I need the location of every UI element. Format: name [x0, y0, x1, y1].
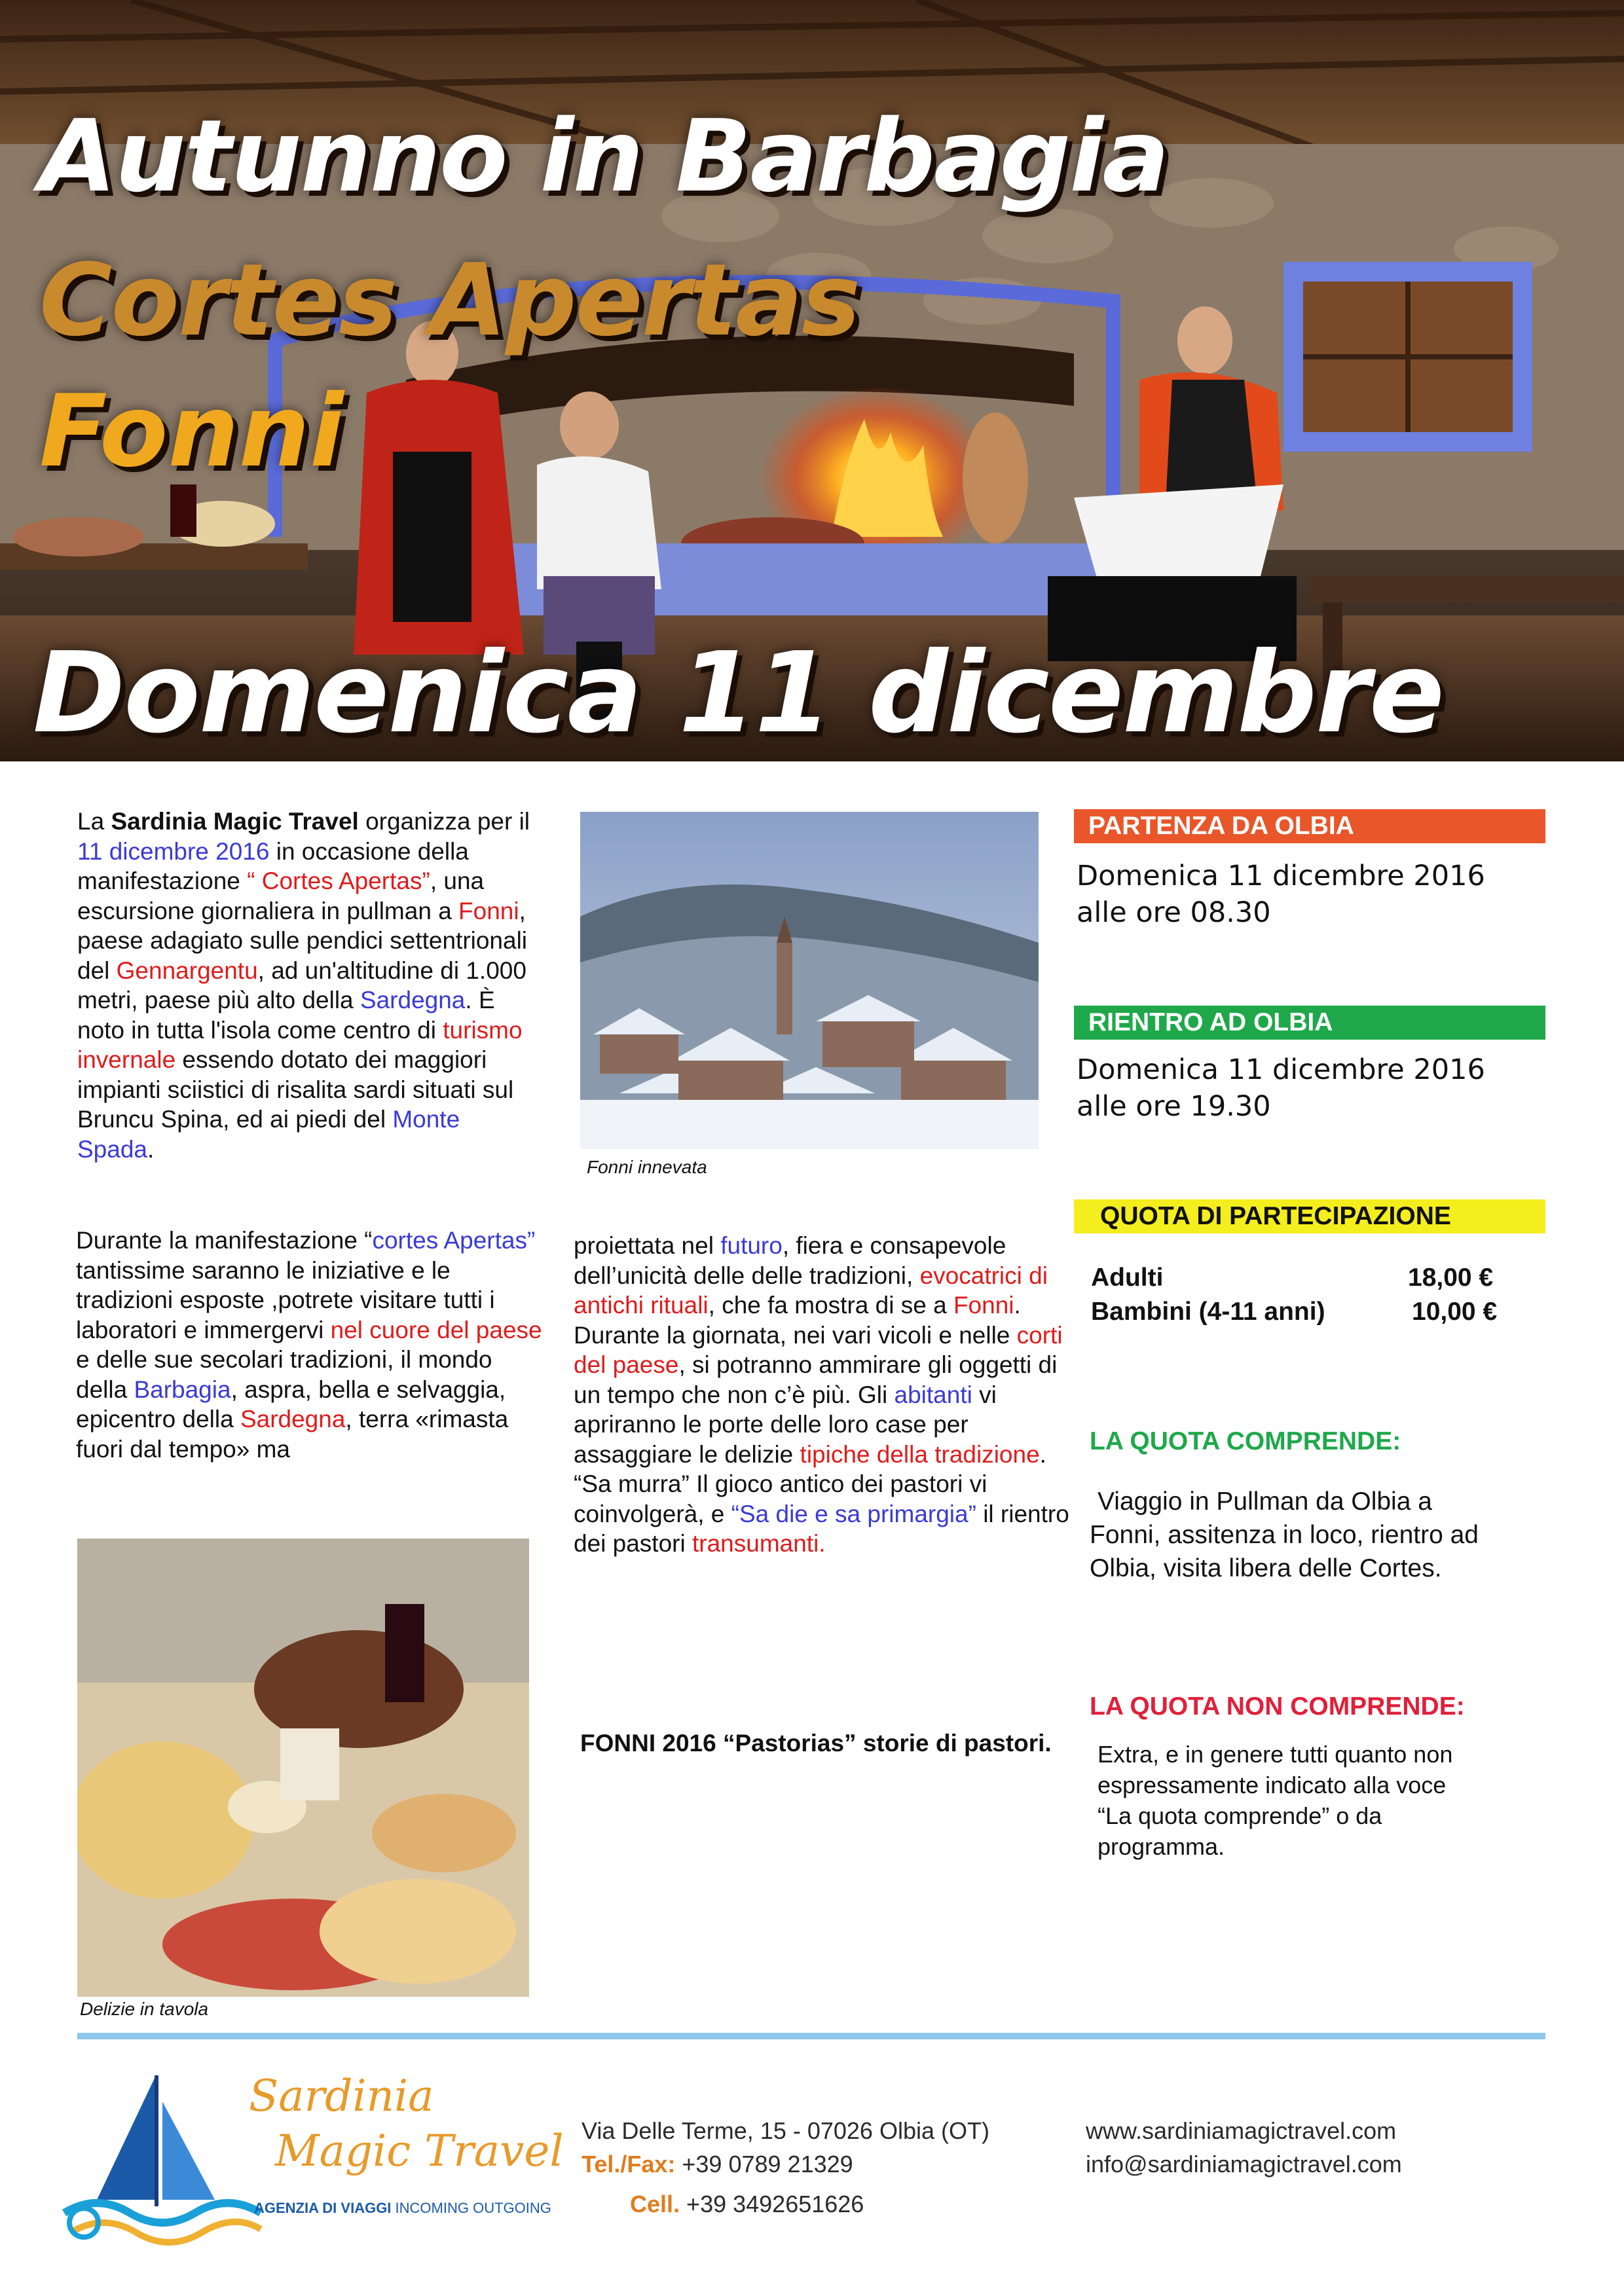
tradition-text-3: “Sa murra” Il gioco antico dei pastori vi coinvolgerà, e “Sa die e sa primargia” il rientro dei pastori transumanti.	[574, 1470, 1069, 1557]
drop-cap: L	[77, 808, 91, 835]
includes-title: LA QUOTA COMPRENDE:	[1090, 1427, 1401, 1455]
snowy-town-photo	[580, 812, 1039, 1149]
footer-cell-value: +39 3492651626	[686, 2191, 864, 2217]
footer-phone	[581, 2151, 853, 2178]
festival-paragraph: Durante la manifestazione “cortes Apertas” tantissime saranno le iniziative e le tradizioni esposte ,potrete visitare tutti i laboratori e immergervi nel cuore del paese e delle sue secolari tradizioni, il mondo della Barbagia, aspra, bella e selvaggia, epicentro della Sardegna, terra «rimasta fuori dal tempo» ma	[76, 1227, 542, 1463]
hero-subtitle-town: Fonni	[39, 373, 344, 489]
fee-row-children	[1091, 1295, 1523, 1329]
footer-cell-label: Cell.	[630, 2191, 680, 2217]
fee-table	[1091, 1261, 1523, 1329]
logo-line-2: Magic Travel	[275, 2126, 564, 2176]
hero-subtitle-event: Cortes Apertas	[39, 242, 860, 358]
food-photo	[77, 1539, 529, 1997]
fee-children-label: Bambini (4-11 anni)	[1091, 1298, 1325, 1326]
tradition-text-2: Durante la giornata, nei vari vicoli e nelle corti del paese, si potranno ammirare gli oggetti di un tempo che non c’è più. Gli abitanti vi apriranno le porte delle loro case per assaggiare le delizie tipiche della tradizione.	[574, 1321, 1063, 1468]
fee-bar: QUOTA DI PARTECIPAZIONE	[1074, 1199, 1545, 1233]
town-photo-caption: Fonni innevata	[587, 1157, 707, 1177]
departure-bar: PARTENZA DA OLBIA	[1074, 809, 1545, 843]
food-photo-caption: Delizie in tavola	[80, 1999, 209, 2019]
excludes-text: Extra, e in genere tutti quanto non espressamente indicato alla voce “La quota comprende” o da programma.	[1098, 1741, 1453, 1860]
return-time: alle ore 19.30	[1077, 1090, 1271, 1123]
fee-adults-price: 18,00 €	[1408, 1264, 1494, 1292]
departure-details	[1077, 858, 1548, 931]
closing-line: FONNI 2016 “Pastorias” storie di pastori.	[580, 1730, 1052, 1757]
return-details	[1077, 1051, 1548, 1125]
footer-phone-label: Tel./Fax:	[581, 2151, 676, 2178]
fee-adults-label: Adulti	[1091, 1264, 1164, 1292]
departure-time: alle ore 08.30	[1077, 896, 1271, 929]
hero-banner	[0, 0, 1624, 761]
fee-children-price: 10,00 €	[1412, 1298, 1498, 1326]
footer-website-link[interactable]: www.sardiniamagictravel.com	[1086, 2117, 1397, 2144]
return-date: Domenica 11 dicembre 2016	[1077, 1053, 1485, 1086]
logo-wordmark	[249, 2069, 564, 2179]
footer-cell	[630, 2191, 864, 2218]
departure-date: Domenica 11 dicembre 2016	[1077, 860, 1485, 892]
hero-date: Domenica 11 dicembre	[33, 629, 1444, 758]
includes-text: Viaggio in Pullman da Olbia a Fonni, assitenza in loco, rientro ad Olbia, visita libera delle Cortes.	[1090, 1487, 1479, 1582]
footer-phone-value: +39 0789 21329	[682, 2151, 853, 2178]
fee-row-adults	[1091, 1261, 1523, 1295]
footer-address: Via Delle Terme, 15 - 07026 Olbia (OT)	[581, 2117, 989, 2144]
hero-title: Autunno in Barbagia	[39, 98, 1168, 214]
logo-line-1: Sardinia	[249, 2071, 434, 2121]
footer-divider	[77, 2033, 1545, 2039]
return-bar: RIENTRO AD OLBIA	[1074, 1006, 1545, 1040]
logo-tagline: AGENZIA DI VIAGGI INCOMING OUTGOING	[254, 2200, 551, 2216]
tradition-text-1: proiettata nel futuro, fiera e consapevole dell’unicità delle delle tradizioni, evocatrici di antichi rituali, che fa mostra di se a Fonni.	[574, 1232, 1048, 1319]
footer-email-link[interactable]: info@sardiniamagictravel.com	[1086, 2151, 1402, 2178]
tradition-paragraph	[574, 1231, 1071, 1559]
sailboat-logo-icon	[58, 2062, 267, 2259]
excludes-title: LA QUOTA NON COMPRENDE:	[1090, 1692, 1465, 1721]
intro-paragraph: La Sardinia Magic Travel organizza per il 11 dicembre 2016 in occasione della manifestazione “ Cortes Apertas”, una escursione giornaliera in pullman a Fonni, paese adagiato sulle pendici settentrionali del Gennargentu, ad un'altitudine di 1.000 metri, paese più alto della Sardegna. È noto in tutta l'isola come centro di turismo invernale essendo dotato dei maggiori impianti sciistici di risalita sardi situati sul Bruncu Spina, ed ai piedi del Monte Spada.	[77, 808, 530, 1163]
